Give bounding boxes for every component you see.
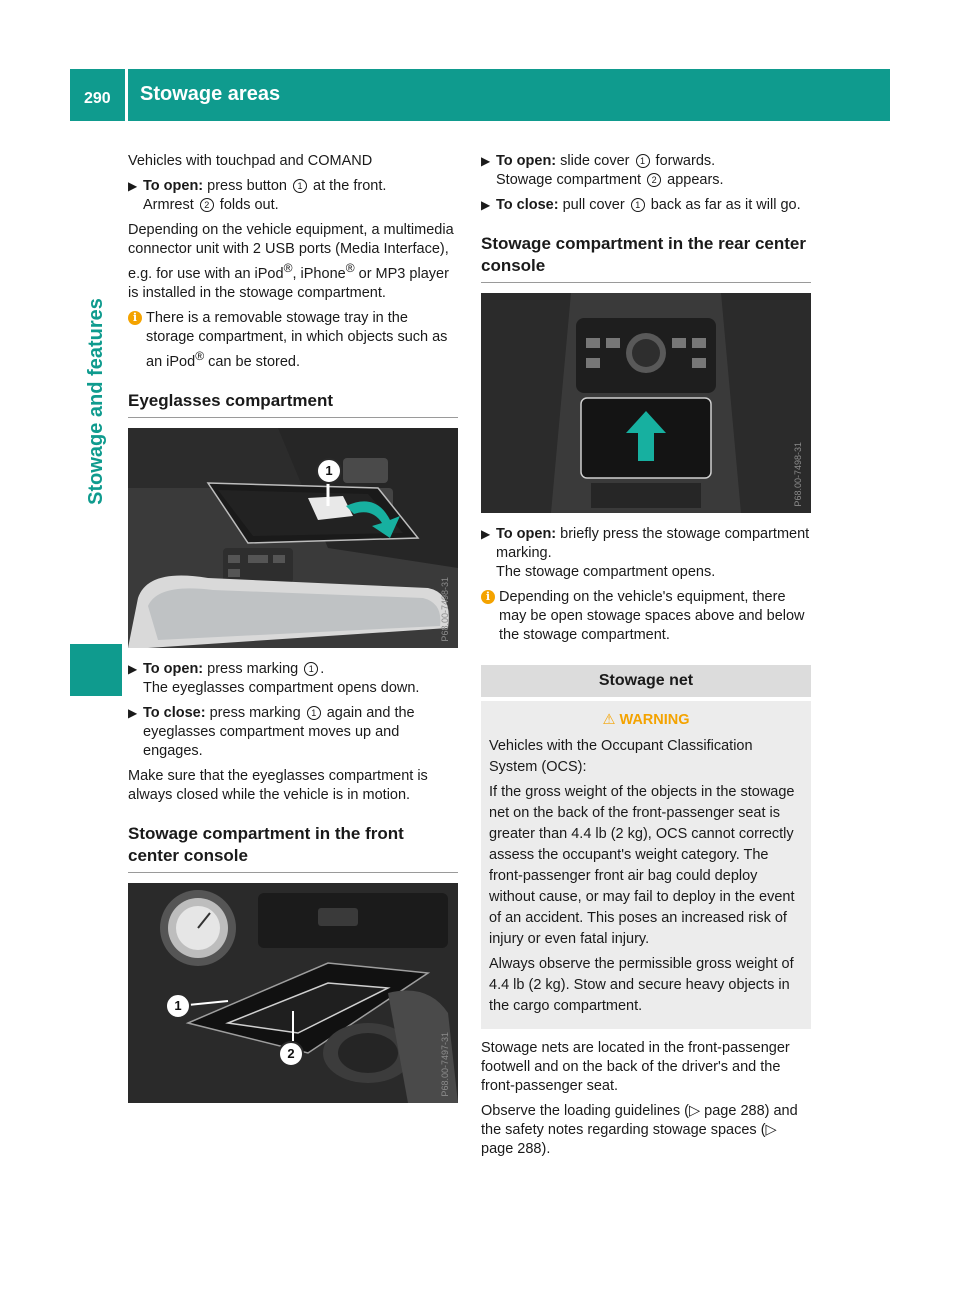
step-arrow-icon: ▶ [128, 661, 138, 676]
image-code: P68.00-7497-31 [440, 1032, 450, 1097]
step-open-armrest [128, 177, 458, 215]
step-label: To open: [143, 178, 204, 194]
step-label: To open: [143, 660, 204, 677]
info-icon: i [481, 590, 495, 604]
step-open-rear-console [481, 525, 811, 582]
page-reference-arrow-icon: ▷ [765, 1122, 777, 1138]
step-text: pull cover [558, 197, 629, 213]
text-part: or MP3 player is installed in the stowage compartment. [128, 265, 449, 301]
step-arrow-icon: ▶ [481, 527, 491, 541]
step-text: appears. [663, 172, 724, 188]
text-part: Depending on the vehicle equipment, a multimedia connector unit with 2 USB ports (Media Interface), e.g. for use with an iPod [128, 222, 454, 282]
step-text: Stowage compartment [496, 172, 646, 188]
page-header [70, 69, 890, 121]
callout-1-icon: 1 [636, 154, 650, 168]
step-text: forwards. [651, 153, 716, 169]
right-column [481, 152, 811, 1165]
warning-text: If the gross weight of the objects in the stowage net on the back of the front-passenger seat is greater than 4.4 lb (2 kg), OCS cannot correctly assess the occupant's weight category. The front-passenger front air bag could deploy without cause, or may fail to deploy in the event of an accident. This poses an increased risk of injury or even fatal injury. [489, 784, 795, 947]
stowage-net-text: Stowage nets are located in the front-passenger footwell and on the back of the driver's and the front-passenger seat. [481, 1040, 790, 1094]
step-text: at the front. [309, 178, 387, 194]
page-reference-link[interactable]: page 288 [704, 1103, 765, 1119]
info-text: Depending on the vehicle's equipment, there may be open stowage spaces above and below the stowage compartment. [499, 589, 805, 643]
callout-1-marker: 1 [316, 458, 342, 484]
step-close-front-console [481, 196, 811, 215]
warning-triangle-icon: ⚠ [602, 712, 616, 728]
step-label: To close: [143, 704, 206, 721]
registered-mark: ® [283, 261, 293, 275]
registered-mark: ® [345, 261, 355, 275]
step-arrow-icon: ▶ [481, 198, 491, 212]
rear-console-photo [481, 293, 811, 513]
media-interface-text [128, 221, 458, 303]
loading-guidelines-text [481, 1102, 811, 1159]
section-label: Stowage and features [84, 297, 107, 505]
step-arrow-icon: ▶ [128, 705, 138, 720]
warning-title: WARNING [619, 712, 690, 728]
info-note [481, 588, 811, 645]
step-close-eyeglasses [128, 704, 458, 761]
step-arrow-icon: ▶ [481, 154, 491, 168]
info-text: can be stored. [204, 353, 301, 370]
warning-text: Vehicles with the Occupant Classification System (OCS): [489, 738, 753, 775]
step-text: press marking [203, 660, 303, 677]
callout-2-icon: 2 [200, 198, 214, 212]
section-marker [70, 644, 122, 696]
registered-mark: ® [195, 348, 205, 363]
info-text: There is a removable stowage tray in the storage compartment, in which objects such as an iPod [146, 309, 448, 370]
text-part: , iPhone [292, 265, 346, 282]
page-title: Stowage areas [140, 83, 281, 105]
heading-rear-console: Stowage compartment in the rear center console [481, 233, 811, 283]
step-label: To close: [496, 197, 559, 213]
section-label-wrapper [70, 121, 122, 681]
header-divider [125, 69, 128, 121]
step-text: briefly press the stowage compartment marking. [496, 526, 810, 561]
text-part: ). [541, 1141, 551, 1157]
eyeglasses-illustration [128, 428, 458, 648]
page-reference-link[interactable]: page 288 [481, 1141, 542, 1157]
step-arrow-icon: ▶ [128, 179, 138, 193]
callout-1-icon: 1 [293, 179, 307, 193]
callout-1-marker: 1 [165, 993, 191, 1019]
text-part: Observe the loading guidelines ( [481, 1103, 689, 1119]
info-note [128, 309, 458, 372]
step-text: again and the eyeglasses compartment moves up and engages. [143, 704, 415, 759]
step-text: press marking [205, 704, 305, 721]
step-text: press button [203, 178, 291, 194]
eyeglasses-note: Make sure that the eyeglasses compartment is always closed while the vehicle is in motion. [128, 767, 428, 803]
intro-text: Vehicles with touchpad and COMAND [128, 153, 373, 169]
info-icon: i [128, 311, 142, 325]
step-open-front-console [481, 152, 811, 190]
left-column [128, 152, 458, 1115]
eyeglasses-photo [128, 428, 458, 648]
callout-1-icon: 1 [307, 706, 321, 720]
step-text: folds out. [215, 197, 279, 213]
warning-heading [489, 711, 803, 730]
step-text: slide cover [556, 153, 634, 169]
heading-eyeglasses: Eyeglasses compartment [128, 390, 458, 418]
section-heading-stowage-net: Stowage net [481, 665, 811, 697]
heading-front-console: Stowage compartment in the front center console [128, 823, 458, 873]
rear-console-illustration [481, 293, 811, 513]
step-label: To open: [496, 526, 557, 542]
step-text: back as far as it will go. [646, 197, 801, 213]
step-label: To open: [496, 153, 557, 169]
page-reference-arrow-icon: ▷ [688, 1103, 701, 1119]
callout-2-icon: 2 [647, 173, 661, 187]
step-text: Armrest [143, 197, 198, 213]
callout-2-marker: 2 [278, 1041, 304, 1067]
callout-1-icon: 1 [631, 198, 645, 212]
step-text: The stowage compartment opens. [496, 564, 716, 580]
image-code: P68.00-7498-31 [793, 442, 803, 507]
warning-text: Always observe the permissible gross weight of 4.4 lb (2 kg). Stow and secure heavy objects in the cargo compartment. [489, 956, 794, 1014]
image-code: P68.00-7498-31 [440, 577, 450, 642]
callout-1-icon: 1 [304, 662, 318, 676]
section-sidebar [70, 121, 122, 1302]
step-text: . [320, 660, 325, 677]
step-text: The eyeglasses compartment opens down. [143, 679, 420, 696]
warning-box [481, 701, 811, 1029]
front-console-photo [128, 883, 458, 1103]
text-part: ) and the safety notes regarding stowage spaces ( [481, 1103, 798, 1138]
step-open-eyeglasses [128, 660, 458, 698]
page-number: 290 [84, 90, 111, 107]
